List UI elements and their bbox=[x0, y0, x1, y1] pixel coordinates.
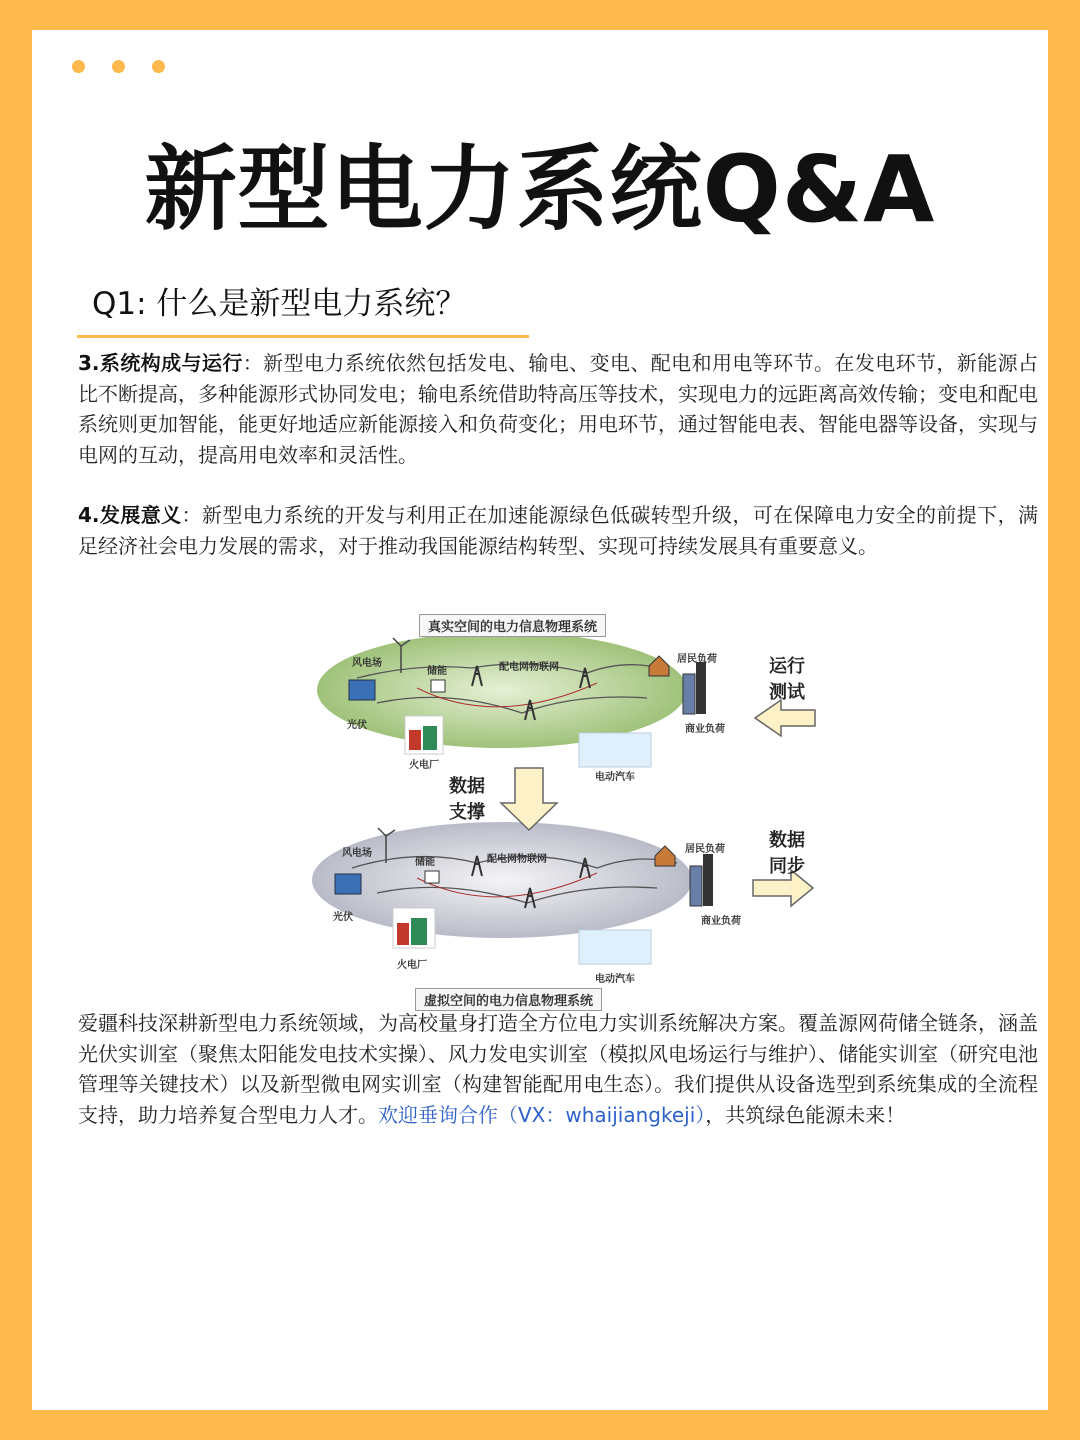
section-3-text: ：新型电力系统依然包括发电、输电、变电、配电和用电等环节。在发电环节，新能源占比不断提高，多种能源形式协同发电；输电系统借助特高压等技术，实现电力的远距离高效传输；变电和配电系统则更加智能，能更好地适应新能源接入和负荷变化；用电环节，通过智能电表、智能电器等设备，实现与电网的互动，提高用电效率和灵活性。 bbox=[78, 351, 1039, 467]
virtual-space-title: 虚拟空间的电力信息物理系统 bbox=[415, 988, 602, 1011]
section-3-paragraph bbox=[78, 348, 1038, 470]
footer-text: 爱疆科技深耕新型电力系统领域，为高校量身打造全方位电力实训系统解决方案。覆盖源网荷储全链条，涵盖光伏实训室（聚焦太阳能发电技术实操）、风力发电实训室（模拟风电场运行与维护）、储能实训室（研究电池管理等关键技术）以及新型微电网实训室（构建智能配用电生态）。我们提供从设备选型到系统集成的全流程支持，助力培养复合型电力人才。 bbox=[78, 1011, 1038, 1127]
virtual-space-ellipse bbox=[312, 822, 692, 938]
storage-icon bbox=[431, 680, 445, 692]
dot-icon bbox=[152, 60, 165, 73]
solar-label: 光伏 bbox=[347, 720, 367, 731]
ev-label: 电动汽车 bbox=[595, 974, 635, 985]
solar-label: 光伏 bbox=[333, 912, 353, 923]
cyber-physical-diagram bbox=[297, 578, 817, 1009]
commercial-label: 商业负荷 bbox=[701, 916, 741, 927]
grid-label: 配电网物联网 bbox=[487, 854, 547, 865]
heading-underline bbox=[77, 335, 529, 338]
section-4-text: ：新型电力系统的开发与利用正在加速能源绿色低碳转型升级，可在保障电力安全的前提下，满足经济社会电力发展的需求，对于推动我国能源结构转型、实现可持续发展具有重要意义。 bbox=[78, 503, 1039, 558]
wind-label: 风电场 bbox=[342, 848, 372, 859]
storage-icon bbox=[425, 871, 439, 883]
solar-panel-icon bbox=[349, 680, 375, 700]
dot-icon bbox=[72, 60, 85, 73]
storage-label: 储能 bbox=[415, 857, 435, 868]
content-card bbox=[32, 30, 1048, 1410]
section-4-label: 4.发展意义 bbox=[78, 503, 182, 527]
commercial-label: 商业负荷 bbox=[685, 724, 725, 735]
grid-label: 配电网物联网 bbox=[499, 662, 559, 673]
resident-label: 居民负荷 bbox=[685, 844, 725, 855]
storage-label: 储能 bbox=[427, 666, 447, 677]
down-arrow-icon bbox=[501, 768, 557, 830]
resident-label: 居民负荷 bbox=[677, 654, 717, 665]
contact-link[interactable]: 欢迎垂询合作（VX：whaijiangkeji） bbox=[378, 1102, 706, 1127]
solar-panel-icon bbox=[335, 874, 361, 894]
page-title: 新型电力系统Q&A bbox=[144, 136, 936, 243]
real-space-title: 真实空间的电力信息物理系统 bbox=[419, 614, 606, 637]
section-4-paragraph bbox=[78, 500, 1038, 561]
ev-label: 电动汽车 bbox=[595, 772, 635, 783]
footer-tail: ，共筑绿色能源未来！ bbox=[705, 1102, 906, 1127]
run-test-label: 运行 测试 bbox=[769, 656, 805, 703]
question-heading: Q1: 什么是新型电力系统？ bbox=[92, 286, 467, 322]
dot-icon bbox=[112, 60, 125, 73]
section-3-label: 3.系统构成与运行 bbox=[78, 351, 243, 375]
thermal-label: 火电厂 bbox=[397, 960, 427, 971]
wind-label: 风电场 bbox=[352, 658, 382, 669]
thermal-label: 火电厂 bbox=[409, 760, 439, 771]
footer-paragraph bbox=[78, 1008, 1038, 1130]
data-support-label: 数据 支撑 bbox=[449, 776, 485, 823]
data-sync-label: 数据 同步 bbox=[769, 830, 805, 877]
